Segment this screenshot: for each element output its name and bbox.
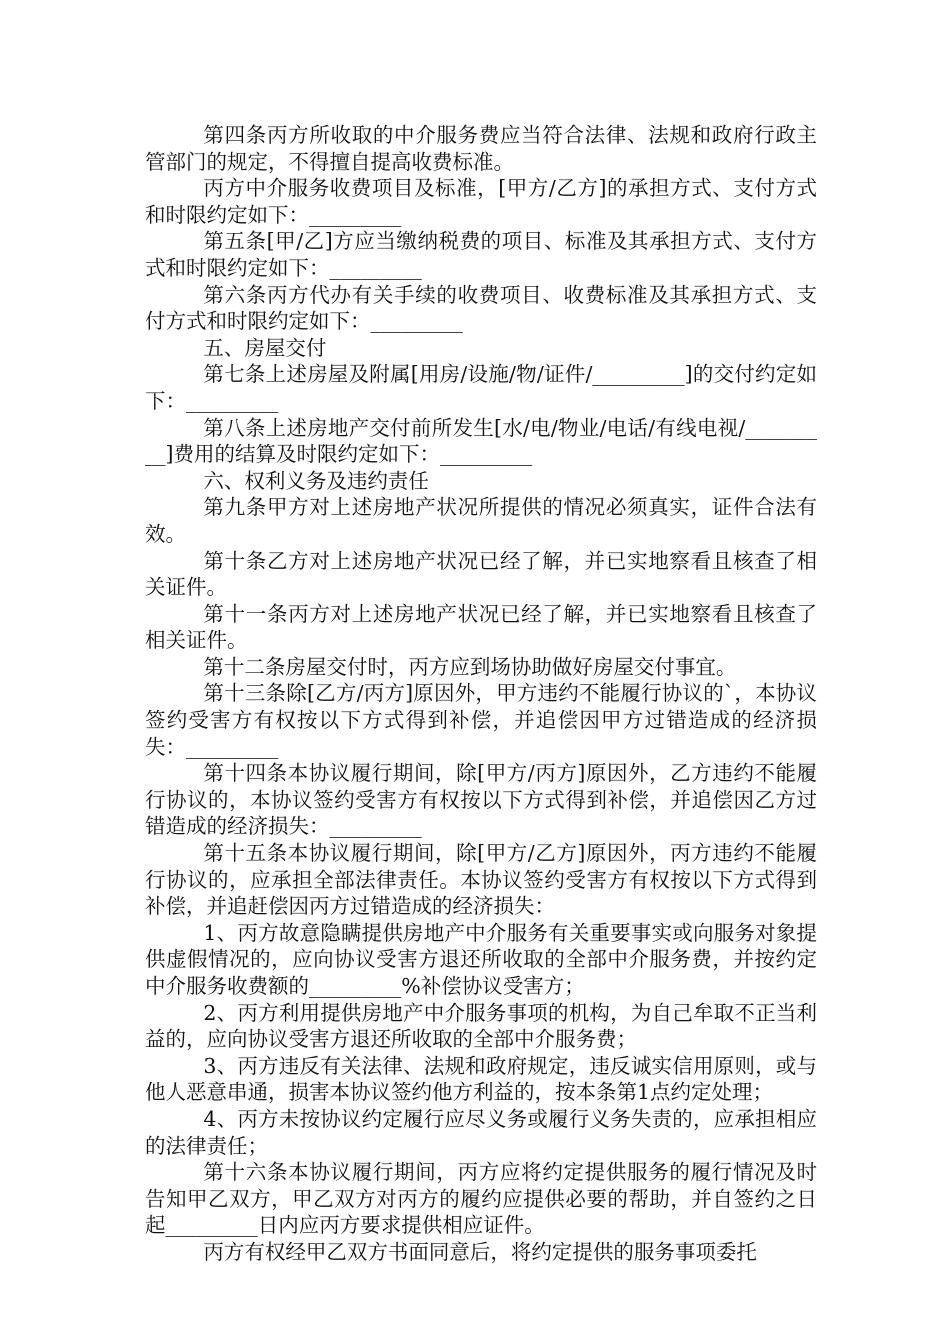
clause-7: 第七条上述房屋及附属[用房/设施/物/证件/_________]的交付约定如下：_________ [145,362,817,413]
clause-15: 第十五条本协议履行期间，除[甲方/乙方]原因外，丙方违约不能履行协议的，应承担全部法律责任。本协议签约受害方有权按以下方式得到补偿，并追赶偿因丙方过错造成的经济损失： [145,841,817,919]
clause-15-item-1: 1、丙方故意隐瞒提供房地产中介服务有关重要事实或向服务对象提供虚假情况的，应向协议受害方退还所收取的全部中介服务费，并按约定中介服务收费额的_________%补偿协议受害方； [145,920,817,998]
document-page [145,122,817,1266]
clause-10: 第十条乙方对上述房地产状况已经了解，并已实地察看且核查了相关证件。 [145,548,817,600]
clause-14: 第十四条本协议履行期间，除[甲方/丙方]原因外，乙方违约不能履行协议的，本协议签约受害方有权按以下方式得到补偿，并追偿因乙方过错造成的经济损失：_________ [145,761,817,839]
clause-11: 第十一条丙方对上述房地产状况已经了解，并已实地察看且核查了相关证件。 [145,601,817,653]
clause-9: 第九条甲方对上述房地产状况所提供的情况必须真实，证件合法有效。 [145,495,817,546]
clause-15-item-3: 3、丙方违反有关法律、法规和政府规定，违反诚实信用原则，或与他人恶意串通，损害本协议签约他方利益的，按本条第1点约定处理； [145,1053,817,1105]
clause-5: 第五条[甲/乙]方应当缴纳税费的项目、标准及其承担方式、支付方式和时限约定如下：_________ [145,229,817,280]
clause-4-fee-terms: 丙方中介服务收费项目及标准，[甲方/乙方]的承担方式、支付方式和时限约定如下：_________ [145,176,817,227]
section-5-heading: 五、房屋交付 [203,335,327,360]
clause-16-continuation: 丙方有权经甲乙双方书面同意后，将约定提供的服务事项委托 [203,1239,757,1264]
clause-15-item-2: 2、丙方利用提供房地产中介服务事项的机构，为自己牟取不正当利益的，应向协议受害方退还所收取的全部中介服务费； [145,1000,817,1052]
clause-15-item-4: 4、丙方未按协议约定履行应尽义务或履行义务失责的，应承担相应的法律责任； [145,1106,817,1158]
clause-8: 第八条上述房地产交付前所发生[水/电/物业/电话/有线电视/_________]费用的结算及时限约定如下：_________ [145,415,817,467]
clause-13: 第十三条除[乙方/丙方]原因外，甲方违约不能履行协议的`，本协议签约受害方有权按以下方式得到补偿，并追偿因甲方过错造成的经济损失：_________ [145,681,817,759]
clause-6: 第六条丙方代办有关手续的收费项目、收费标准及其承担方式、支付方式和时限约定如下：_________ [145,282,817,334]
section-6-heading: 六、权利义务及违约责任 [203,468,429,493]
clause-16: 第十六条本协议履行期间，丙方应将约定提供服务的履行情况及时告知甲乙双方，甲乙双方对丙方的履约应提供必要的帮助，并自签约之日起_________日内应丙方要求提供相应证件。 [145,1160,817,1238]
clause-12: 第十二条房屋交付时，丙方应到场协助做好房屋交付事宜。 [203,654,737,679]
clause-4: 第四条丙方所收取的中介服务费应当符合法律、法规和政府行政主管部门的规定，不得擅自提高收费标准。 [145,123,817,174]
